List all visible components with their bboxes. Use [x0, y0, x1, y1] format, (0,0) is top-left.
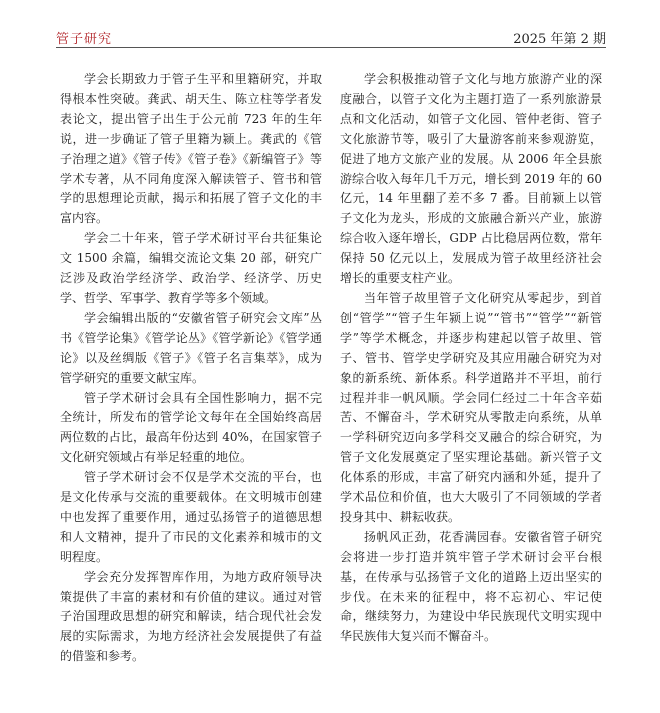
paragraph: 扬帆风正劲，花香满园春。安徽省管子研究会将进一步打造并筑牢管子学术研讨会平台根基，在传承与弘扬管子文化的道路上迈出坚实的步伐。在未来的征程中，将不忘初心、牢记使命，继续努力，为建设中华民族现代文明实现中华民族伟大复兴而不懈奋斗。 [340, 529, 602, 644]
paragraph: 管子学术研讨会具有全国性影响力，据不完全统计，所发布的管学论文每年在全国始终高居两位数的占比，最高年份达到 40%，在国家管子文化研究领域占有举足轻重的地位。 [60, 390, 322, 465]
paragraph: 管子学术研讨会不仅是学术交流的平台，也是文化传承与交流的重要载体。在文明城市创建中也发挥了重要作用，通过弘扬管子的道德思想和人文精神，提升了市民的文化素养和城市的文明程度。 [60, 470, 322, 564]
paragraph: 学会编辑出版的“安徽省管子研究会文库”丛书《管学论集》《管学论丛》《管学新论》《管学通论》以及丝绸版《管子》《管子名言集萃》，成为管学研究的重要文献宝库。 [60, 310, 322, 385]
paragraph: 学会二十年来，管子学术研讨平台共征集论文 1500 余篇，编辑交流论文集 20 部，研究广泛涉及政治学经济学、政治学、经济学、历史学、哲学、军事学、教育学等多个领域。 [60, 231, 322, 305]
paragraph: 当年管子故里管子文化研究从零起步，到首创“管学”“管子生年颍上说”“管书”“管学”“新管学”等学术概念，并逐步构建起以管子故里、管子、管书、管学史学研究及其应用融合研究为对象的新系统、新体系。科学道路并不平坦，前行过程并非一帆风顺。学会同仁经过二十年含辛茹苦、不懈奋斗，学术研究从零散走向系统，从单一学科研究迈向多学科交叉融合的综合研究，为管子文化发展奠定了坚实理论基础。新兴管子文化体系的形成，丰富了研究内涵和外延，提升了学术品位和价值，也大大吸引了不同领域的学者投身其中、耕耘收获。 [340, 290, 602, 524]
left-column [60, 70, 322, 667]
paragraph: 学会充分发挥智库作用，为地方政府领导决策提供了丰富的素材和有价值的建议。通过对管子治国理政思想的研究和解读，结合现代社会发展的实际需求，为地方经济社会发展提供了有益的借鉴和参考。 [60, 569, 322, 664]
paragraph: 学会积极推动管子文化与地方旅游产业的深度融合，以管子文化为主题打造了一系列旅游景点和文化活动，如管子文化园、管仲老街、管子文化旅游节等，吸引了大量游客前来参观游览，促进了地方文旅产业的发展。从 2006 年全县旅游综合收入每年几千万元，增长到 2019 年的 60 亿元，14 年里翻了差不多 7 番。目前颍上以管子文化为龙头，形成的文旅融合新兴产业，旅游综合收入逐年增长，GDP 占比稳居两位数，常年保持 50 亿元以上，发展成为管子故里经济社会增长的重要支柱产业。 [340, 72, 602, 286]
right-column [340, 70, 602, 647]
issue-label: 2025 年第 2 期 [513, 32, 606, 47]
paragraph: 学会长期致力于管子生平和里籍研究，并取得根本性突破。龚武、胡天生、陈立柱等学者发表论文，提出管子出生于公元前 723 年的生年说，进一步确证了管子里籍为颍上。龚武的《管子治理之道》《管子传》《管子卷》《新编管子》等学术专著，从不同角度深入解读管子、管书和管学的思想理论贡献，揭示和拓展了管子文化的丰富内容。 [60, 72, 322, 226]
journal-name: 管子研究 [56, 32, 113, 47]
header-divider [56, 47, 606, 48]
